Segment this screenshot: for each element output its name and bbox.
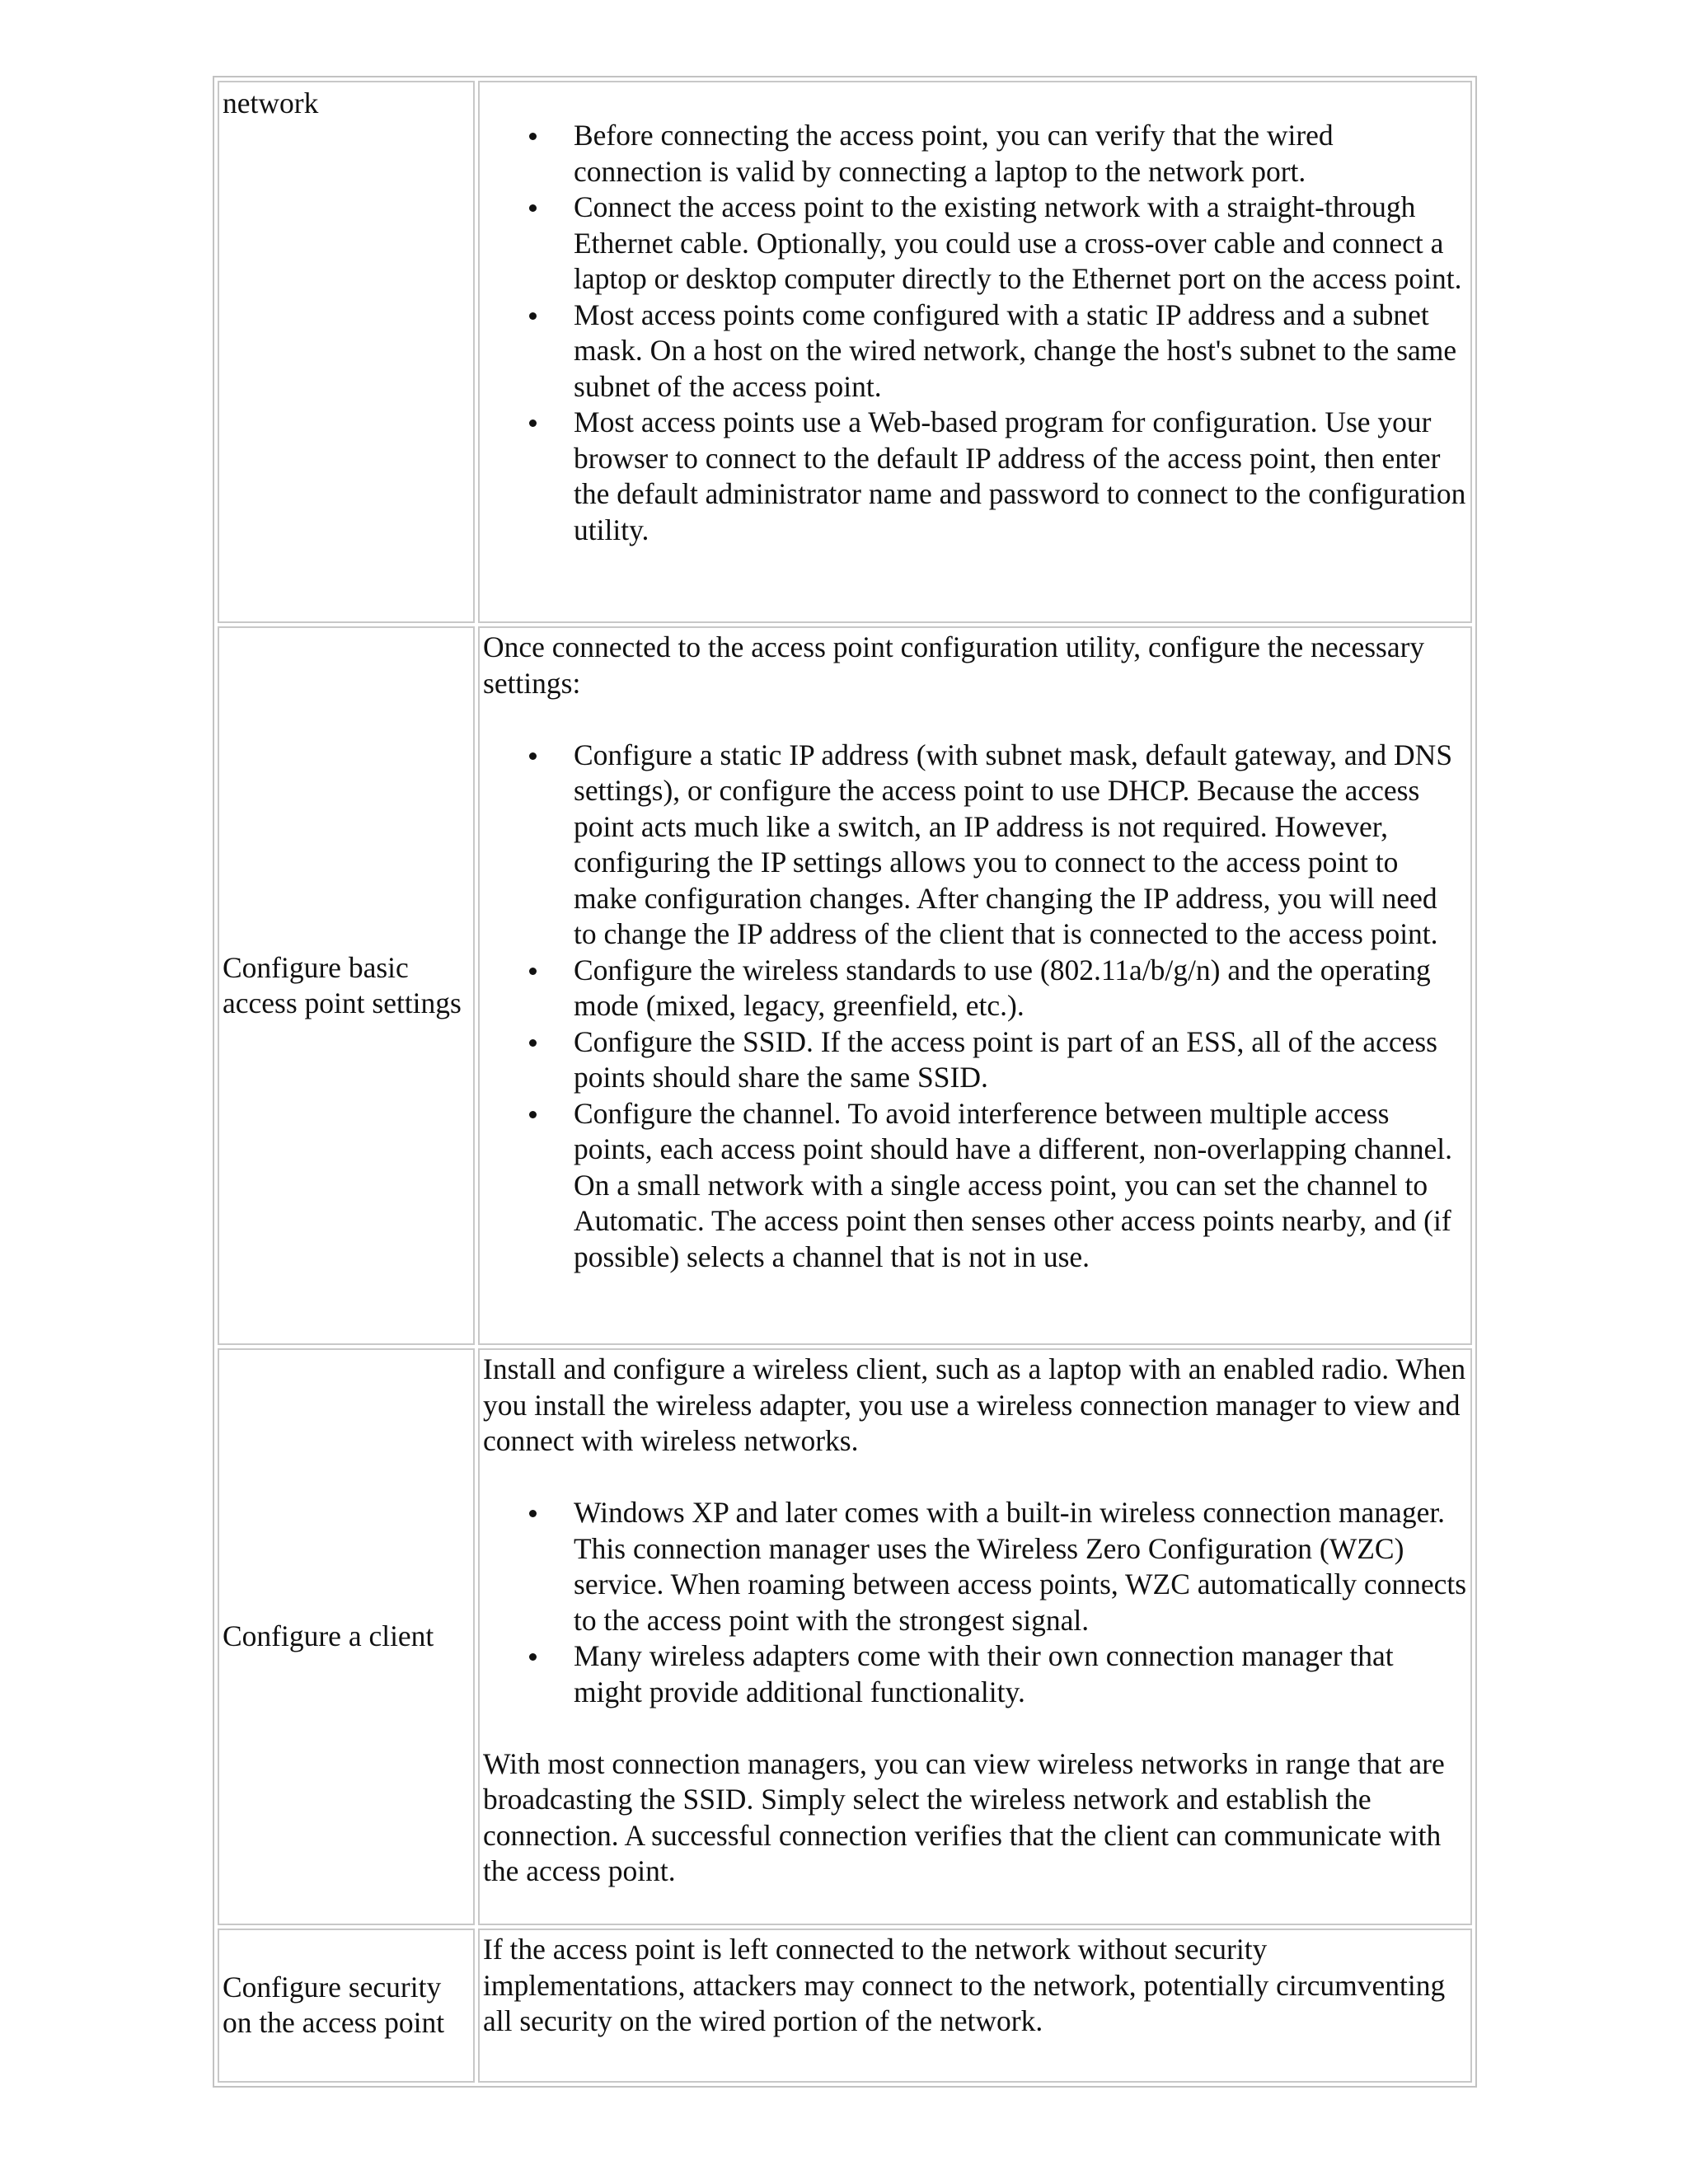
list-item: Configure a static IP address (with subnet mask, default gateway, and DNS settings), or configure the access point to use DHCP. Because the access point acts much like a switch, an IP address is not required. However, configuring the IP settings allows you to connect to the access point to make configuration changes. After changing the IP address, you will need to change the IP address of the client that is connected to the access point. xyxy=(574,738,1467,953)
row-label: network xyxy=(218,81,475,623)
steps-table xyxy=(213,76,1477,2088)
list-item: Connect the access point to the existing network with a straight-through Ethernet cable. Optionally, you could use a cross-over cable and connect a laptop or desktop computer directly to the Ethernet port on the access point. xyxy=(574,190,1467,298)
table-row xyxy=(218,1929,1472,2083)
row-description xyxy=(478,1929,1472,2083)
row-label: Configure a client xyxy=(218,1348,475,1925)
list-item: Windows XP and later comes with a built-in wireless connection manager. This connection manager uses the Wireless Zero Configuration (WZC) service. When roaming between access points, WZC automatically connects to the access point with the strongest signal. xyxy=(574,1495,1467,1638)
outro-text: With most connection managers, you can view wireless networks in range that are broadcasting the SSID. Simply select the wireless network and establish the connection. A successful connection verifies that the client can communicate with the access point. xyxy=(483,1746,1445,1887)
row-label: Configure security on the access point xyxy=(218,1929,475,2083)
intro-text: If the access point is left connected to the network without security implementations, attackers may connect to the network, potentially circumventing all security on the wired portion of the network. xyxy=(483,1933,1446,2037)
table-row xyxy=(218,626,1472,1345)
list-item: Most access points come configured with a static IP address and a subnet mask. On a host on the wired network, change the host's subnet to the same subnet of the access point. xyxy=(574,298,1467,405)
list-item: Before connecting the access point, you can verify that the wired connection is valid by connecting a laptop to the network port. xyxy=(574,118,1467,190)
bullet-list xyxy=(483,738,1467,1276)
bullet-list xyxy=(483,1495,1467,1710)
row-description xyxy=(478,1348,1472,1925)
row-description xyxy=(478,626,1472,1345)
list-item: Most access points use a Web-based program for configuration. Use your browser to connect to the default IP address of the access point, then enter the default administrator name and password to connect to the configuration utility. xyxy=(574,405,1467,548)
list-item: Configure the channel. To avoid interference between multiple access points, each access point should have a different, non-overlapping channel. On a small network with a single access point, you can set the channel to Automatic. The access point then senses other access points nearby, and (if possible) selects a channel that is not in use. xyxy=(574,1096,1467,1276)
row-description xyxy=(478,81,1472,623)
list-item: Configure the wireless standards to use (802.11a/b/g/n) and the operating mode (mixed, legacy, greenfield, etc.). xyxy=(574,953,1467,1024)
row-label: Configure basic access point settings xyxy=(218,626,475,1345)
intro-text: Once connected to the access point configuration utility, configure the necessary settings: xyxy=(483,630,1425,700)
intro-text: Install and configure a wireless client, such as a laptop with an enabled radio. When you install the wireless adapter, you use a wireless connection manager to view and connect with wireless networks. xyxy=(483,1352,1466,1457)
list-item: Many wireless adapters come with their own connection manager that might provide additional functionality. xyxy=(574,1638,1467,1710)
table-row xyxy=(218,81,1472,623)
bullet-list xyxy=(483,118,1467,548)
list-item: Configure the SSID. If the access point is part of an ESS, all of the access points should share the same SSID. xyxy=(574,1024,1467,1096)
table-row xyxy=(218,1348,1472,1925)
